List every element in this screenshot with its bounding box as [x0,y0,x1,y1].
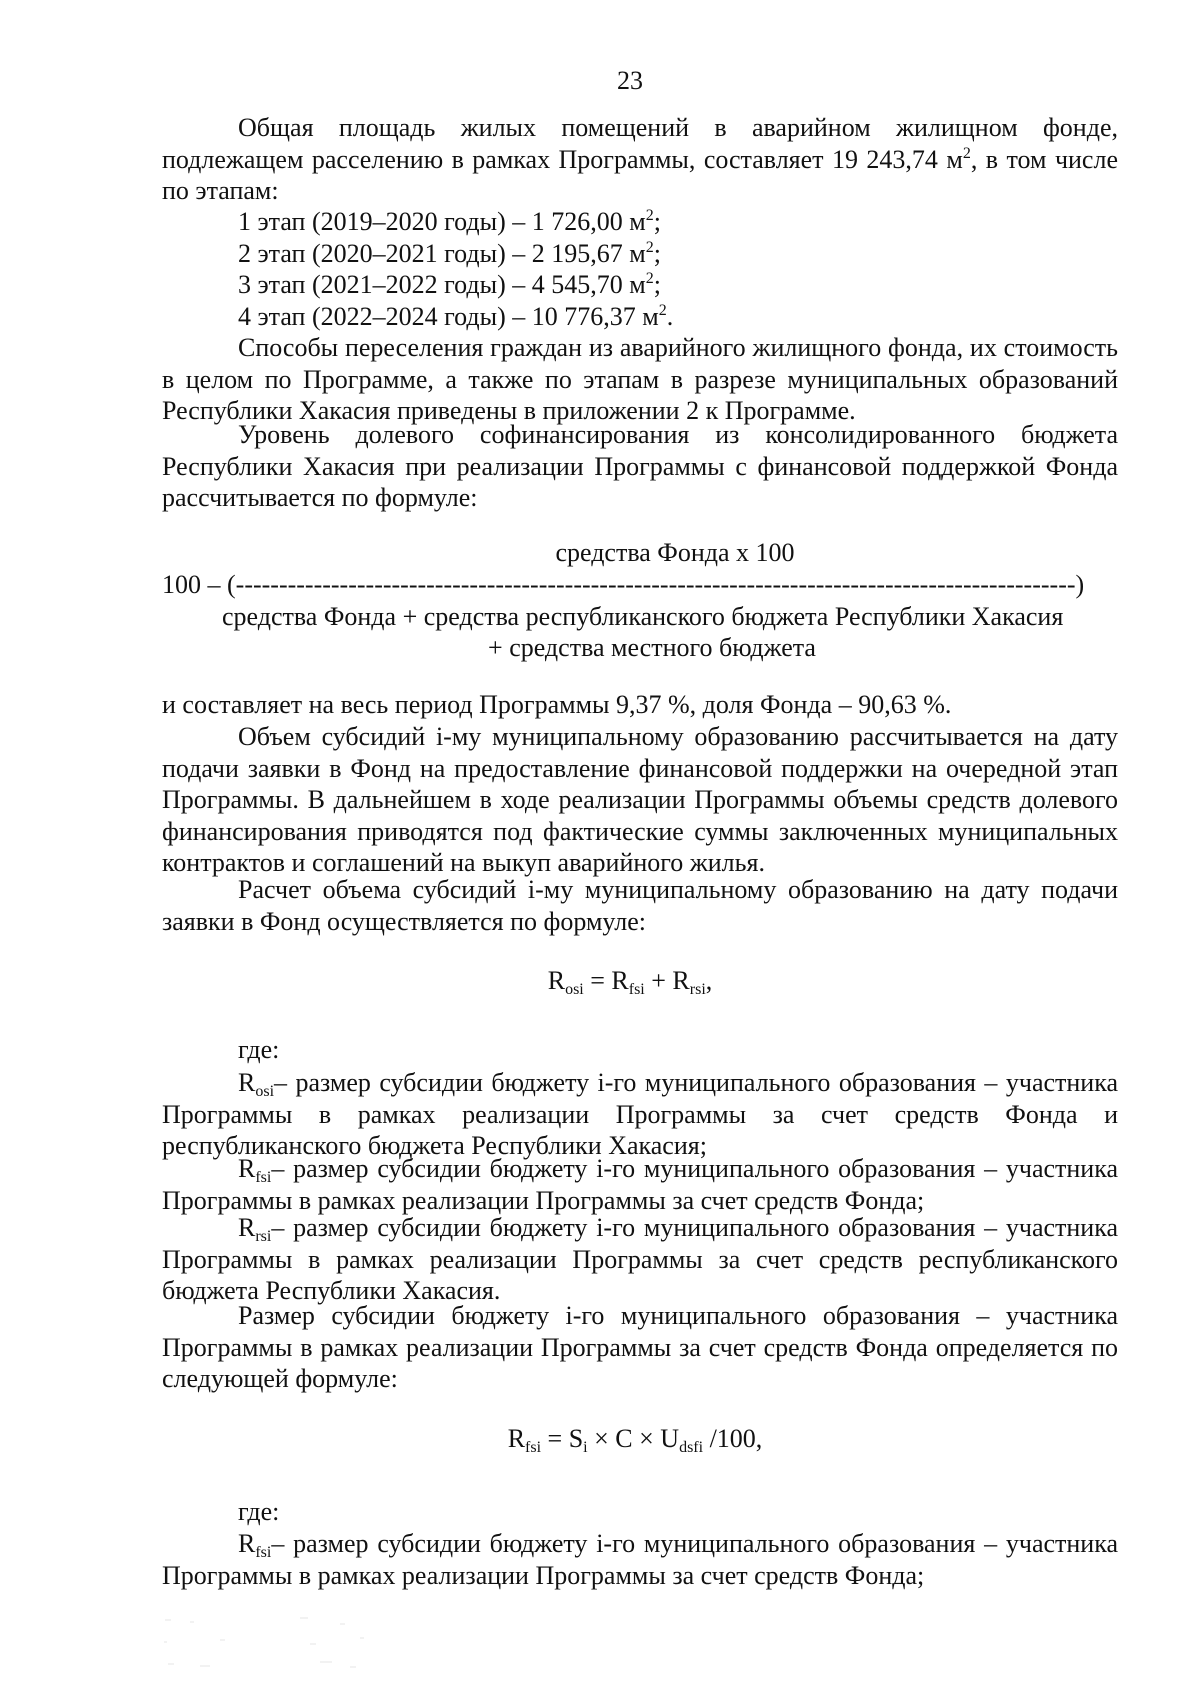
where-label-2: где: [238,1497,280,1526]
paragraph-subsidy-volume: Объем субсидий i-му муниципальному образованию рассчитывается на дату подачи заявки в Фонд на предоставление финансовой поддержки на очередной этап Программы. В дальнейшем в ходе реализации Программы объемы средств долевого финансирования приводятся под фактические суммы заключенных муниципальных контрактов и соглашений на выкуп аварийного жилья. [162,722,1118,878]
stage-item: 3 этап (2021–2022 годы) – 4 545,70 $м^2$; [238,270,661,300]
formula1-fraction-line: 100 – (-------------------------------------------------------------------------------------------------) [162,570,1085,599]
definition-r-osi: $R_{osi}-$ размер субсидии бюджету i-го муниципального образования – участника Программы в рамках реализации Программы за счет средств Фонда и республиканского бюджета Республики Хакасия; [162,1068,1118,1161]
stage-item: 1 этап (2019–2020 годы) – 1 726,00 $м^2$; [238,207,661,236]
formula1-denominator-1: средства Фонда + средства республиканского бюджета Республики Хакасия [222,602,1064,631]
definition-r-fsi-2: $R_{fsi}-$ размер субсидии бюджету i-го муниципального образования – участника Программы в рамках реализации Программы за счет средств Фонда; [162,1529,1118,1590]
formula3: $R_{fsi} = S_i \times C \times U_{dsfi}$ /100, [507,1424,763,1456]
stage-item: 2 этап (2020–2021 годы) – 2 195,67 $м^2$; [238,238,661,268]
formula2: $R_{osi} = R_{fsi} + R_{rsi}$, [547,966,713,998]
page-number: 23 [617,66,643,95]
paragraph-resettlement-methods: Способы переселения граждан из аварийного жилищного фонда, их стоимость в целом по Программе, а также по этапам в разрезе муниципальных образований Республики Хакасия приведены в приложении 2 к Программе. [162,333,1118,426]
stage-item: 4 этап (2022–2024 годы) – 10 776,37 $м^2$. [238,301,674,331]
definition-r-rsi: $R_{rsi}-$ размер субсидии бюджету i-го муниципального образования – участника Программы в рамках реализации Программы за счет средств республиканского бюджета Республики Хакасия. [162,1213,1118,1306]
scan-artifact [160,1612,400,1672]
paragraph-share-result: и составляет на весь период Программы 9,37 %, доля Фонда – 90,63 %. [162,690,952,719]
formula1-numerator: средства Фонда х 100 [555,538,795,567]
paragraph-subsidy-calc: Расчет объема субсидий i-му муниципальному образованию на дату подачи заявки в Фонд осуществляется по формуле: [162,875,1118,936]
stages-list [238,206,938,332]
definition-r-fsi: $R_{fsi}-$ размер субсидии бюджету i-го муниципального образования – участника Программы в рамках реализации Программы за счет средств Фонда; [162,1154,1118,1215]
paragraph-cofinancing-level: Уровень долевого софинансирования из консолидированного бюджета Республики Хакасия при реализации Программы с финансовой поддержкой Фонда рассчитывается по формуле: [162,420,1118,513]
formula1-denominator-2: + средства местного бюджета [488,633,816,662]
where-label-1: где: [238,1035,280,1064]
paragraph-fund-subsidy: Размер субсидии бюджету i-го муниципального образования – участника Программы в рамках реализации Программы за счет средств Фонда определяется по следующей формуле: [162,1301,1118,1394]
paragraph-total-area: Общая площадь жилых помещений в аварийном жилищном фонде, подлежащем расселению в рамках Программы, составляет 19 243,74 $м^2$, в том числе по этапам: [162,113,1118,206]
